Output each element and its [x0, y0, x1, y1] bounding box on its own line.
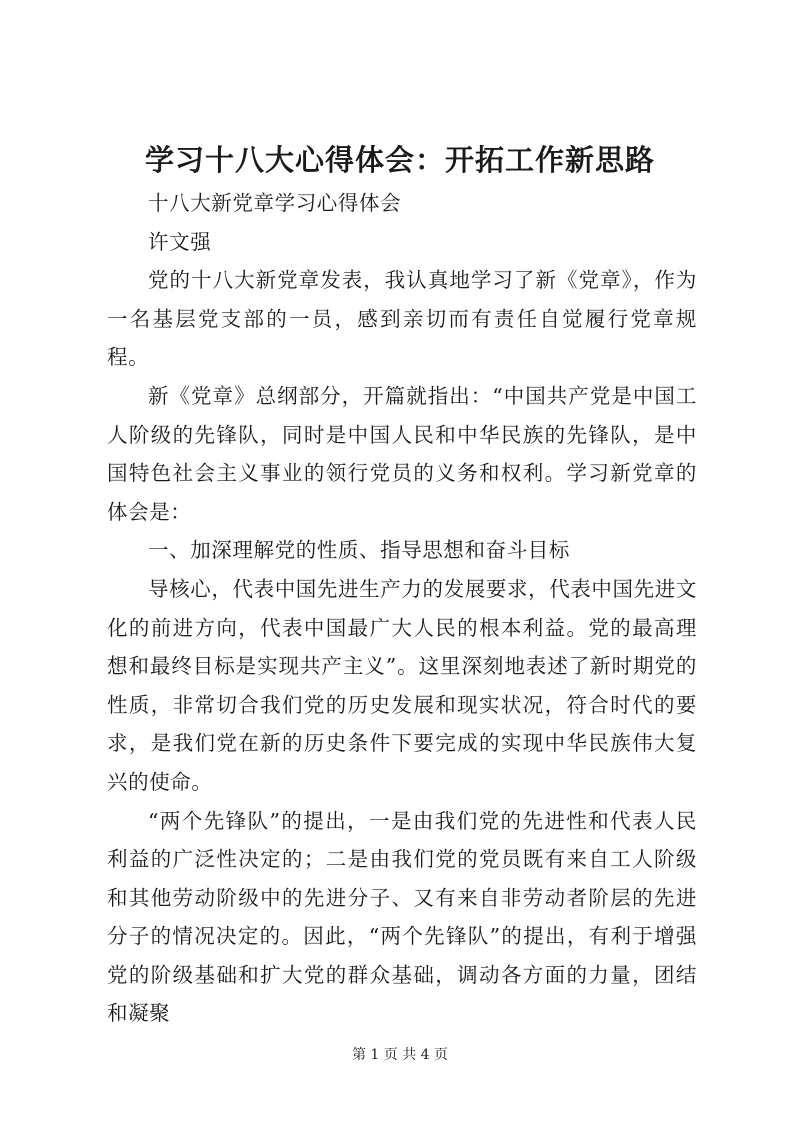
- document-body: [107, 184, 697, 1033]
- document-title: 学习十八大心得体会：开拓工作新思路: [144, 143, 655, 177]
- subtitle-paragraph: 十八大新党章学习心得体会: [148, 191, 402, 215]
- body-paragraph: 导核心，代表中国先进生产力的发展要求，代表中国先进文化的前进方向，代表中国最广大人民的根本利益。党的最高理想和最终目标是实现共产主义”。这里深刻地表述了新时期党的性质，非常切合我们党的历史发展和现实状况，符合时代的要求，是我们党在新的历史条件下要完成的实现中华民族伟大复兴的使命。: [107, 576, 697, 794]
- section-heading: 一、加深理解党的性质、指导思想和奋斗目标: [148, 538, 570, 563]
- author-paragraph: 许文强: [148, 229, 212, 254]
- page-footer: 第 1 页 共 4 页: [351, 1047, 449, 1063]
- body-paragraph: 党的十八大新党章发表，我认真地学习了新《党章》，作为一名基层党支部的一员，感到亲切而有责任自觉履行党章规程。: [107, 268, 697, 370]
- body-paragraph: “两个先锋队”的提出，一是由我们党的先进性和代表人民利益的广泛性决定的；二是由我们党的党员既有来自工人阶级和其他劳动阶级中的先进分子、又有来自非劳动者阶层的先进分子的情况决定的。因此，“两个先锋队”的提出，有利于增强党的阶级基础和扩大党的群众基础，调动各方面的力量，团结和凝聚: [107, 808, 697, 1026]
- body-paragraph: 新《党章》总纲部分，开篇就指出：“中国共产党是中国工人阶级的先锋队，同时是中国人民和中华民族的先锋队，是中国特色社会主义事业的领行党员的义务和权利。学习新党章的体会是：: [107, 383, 697, 524]
